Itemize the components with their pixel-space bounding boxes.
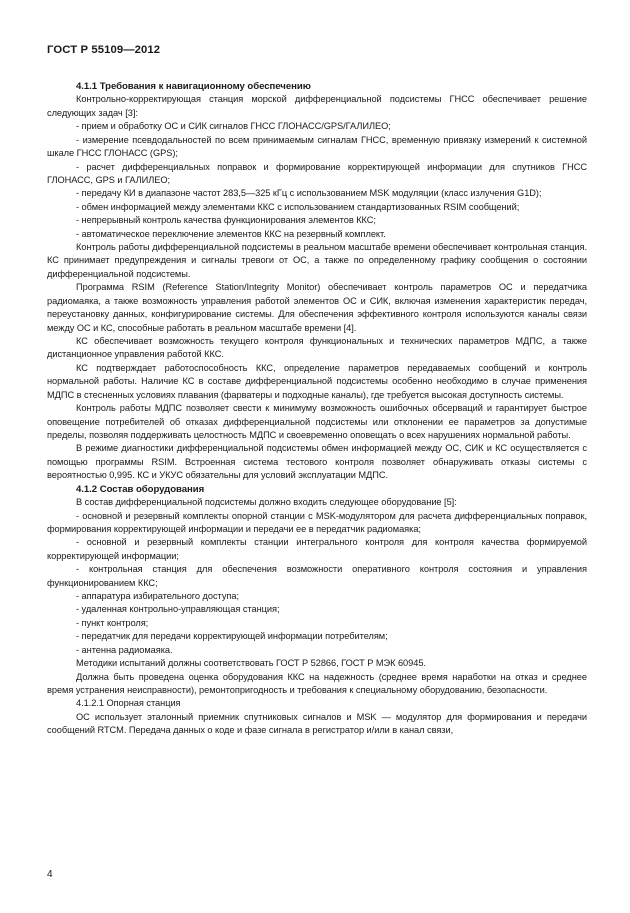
paragraph: - передатчик для передачи корректирующей информации потребителям; <box>76 631 388 642</box>
paragraph: - расчет дифференциальных поправок и формирование корректирующей информации для спутников ГНСС ГЛОНАСС, GPS и ГАЛИЛЕО; <box>47 161 587 185</box>
paragraph: - основной и резервный комплекты опорной станции с MSK-модулятором для расчета дифференциальных поправок, формирования корректирующей информации и передачи ее в передатчик радиомаяка; <box>47 510 587 534</box>
document-body <box>47 80 587 738</box>
paragraph: КС обеспечивает возможность текущего контроля функциональных и технических параметров МДПС, а также дистанционное управления работой ККС. <box>47 336 587 360</box>
paragraph: Контрольно-корректирующая станция морской дифференциальной подсистемы ГНСС обеспечивает решение следующих задач [3]: <box>47 94 587 118</box>
paragraph: - пункт контроля; <box>76 617 149 628</box>
paragraph: - обмен информацией между элементами ККС с использованием стандартизованных RSIM сообщений; <box>76 201 520 212</box>
paragraph: - удаленная контрольно-управляющая станция; <box>76 604 280 615</box>
page-number: 4 <box>47 869 53 880</box>
paragraph: - непрерывный контроль качества функционирования элементов ККС; <box>76 215 376 226</box>
paragraph: Должна быть проведена оценка оборудования ККС на надежность (среднее время наработки на отказ и среднее время устранения неисправности), ремонтопригодность и требования к специальному оборудованию, безопасности. <box>47 671 587 695</box>
paragraph: - измерение псевдодальностей по всем принимаемым сигналам ГНСС, временную привязку измерений к системной шкале ГНСС ГЛОНАСС (GPS); <box>47 134 587 159</box>
paragraph: - контрольная станция для обеспечения возможности оперативного контроля состояния и управления функционированием ККС; <box>47 564 587 588</box>
document-header: ГОСТ Р 55109—2012 <box>47 44 161 56</box>
paragraph: - прием и обработку ОС и СИК сигналов ГНСС ГЛОНАСС/GPS/ГАЛИЛЕО; <box>76 121 391 132</box>
paragraph: Программа RSIM (Reference Station/Integrity Monitor) обеспечивает контроль параметров ОС и передатчика радиомаяка, а также возможность управления работой элементов ОС и СИК, включая изменения характеристик передач, переустановку данных, конфигурирование системы. Для обеспечения эффективного контроля используются каналы связи между ОС и КС, способные работать в реальном масштабе времени [4]. <box>47 282 587 333</box>
paragraph: Методики испытаний должны соответствовать ГОСТ Р 52866, ГОСТ Р МЭК 60945. <box>76 658 426 669</box>
paragraph: 4.1.2.1 Опорная станция <box>76 698 181 709</box>
paragraph: В режиме диагностики дифференциальной подсистемы обмен информацией между ОС, СИК и КС осуществляется с помощью программы RSIM. Встроенная система тестового контроля позволяет обнаруживать отказы системы с вероятностью 0,995. КС и УКУС обязательны для условий эксплуатации МДПС. <box>47 443 587 481</box>
paragraph: - антенна радиомаяка. <box>76 644 173 655</box>
paragraph: - основной и резервный комплекты станции интегрального контроля для контроля качества формируемой корректирующей информации; <box>47 537 587 561</box>
section-heading: 4.1.2 Состав оборудования <box>76 483 205 495</box>
section-heading: 4.1.1 Требования к навигационному обеспечению <box>76 81 311 92</box>
paragraph: - передачу КИ в диапазоне частот 283,5—325 кГц с использованием MSK модуляции (класс излучения G1D); <box>76 188 542 199</box>
paragraph: В состав дифференциальной подсистемы должно входить следующее оборудование [5]: <box>76 497 457 508</box>
paragraph: Контроль работы МДПС позволяет свести к минимуму возможность ошибочных обсерваций и гарантирует быстрое оповещение потребителей об отказах дифференциальной подсистемы или отклонении ее параметров за допустимые пределы, позволяя поддерживать целостность МДПС и своевременно оповещать о всех нарушениях нормальной работы. <box>47 403 587 440</box>
paragraph: КС подтверждает работоспособность ККС, определение параметров передаваемых сообщений и контроль нормальной работы. Наличие КС в составе дифференциальной подсистемы особенно необходимо в случае применения МДПС в стесненных условиях плавания (фарватеры и подходные каналы), где требуется высокая доступность системы. <box>47 362 587 400</box>
paragraph: - автоматическое переключение элементов ККС на резервный комплект. <box>76 228 386 239</box>
paragraph: - аппаратура избирательного доступа; <box>76 591 239 602</box>
paragraph: ОС использует эталонный приемник спутниковых сигналов и MSK — модулятор для формирования и передачи сообщений RTCM. Передача данных о коде и фазе сигнала в регистратор и/или в канал связи, <box>47 711 587 736</box>
paragraph: Контроль работы дифференциальной подсистемы в реальном масштабе времени обеспечивает контрольная станция. КС принимает предупреждения и сигналы тревоги от ОС, а также по определенному графику сообщения о состоянии дифференциальной подсистемы. <box>47 242 587 279</box>
